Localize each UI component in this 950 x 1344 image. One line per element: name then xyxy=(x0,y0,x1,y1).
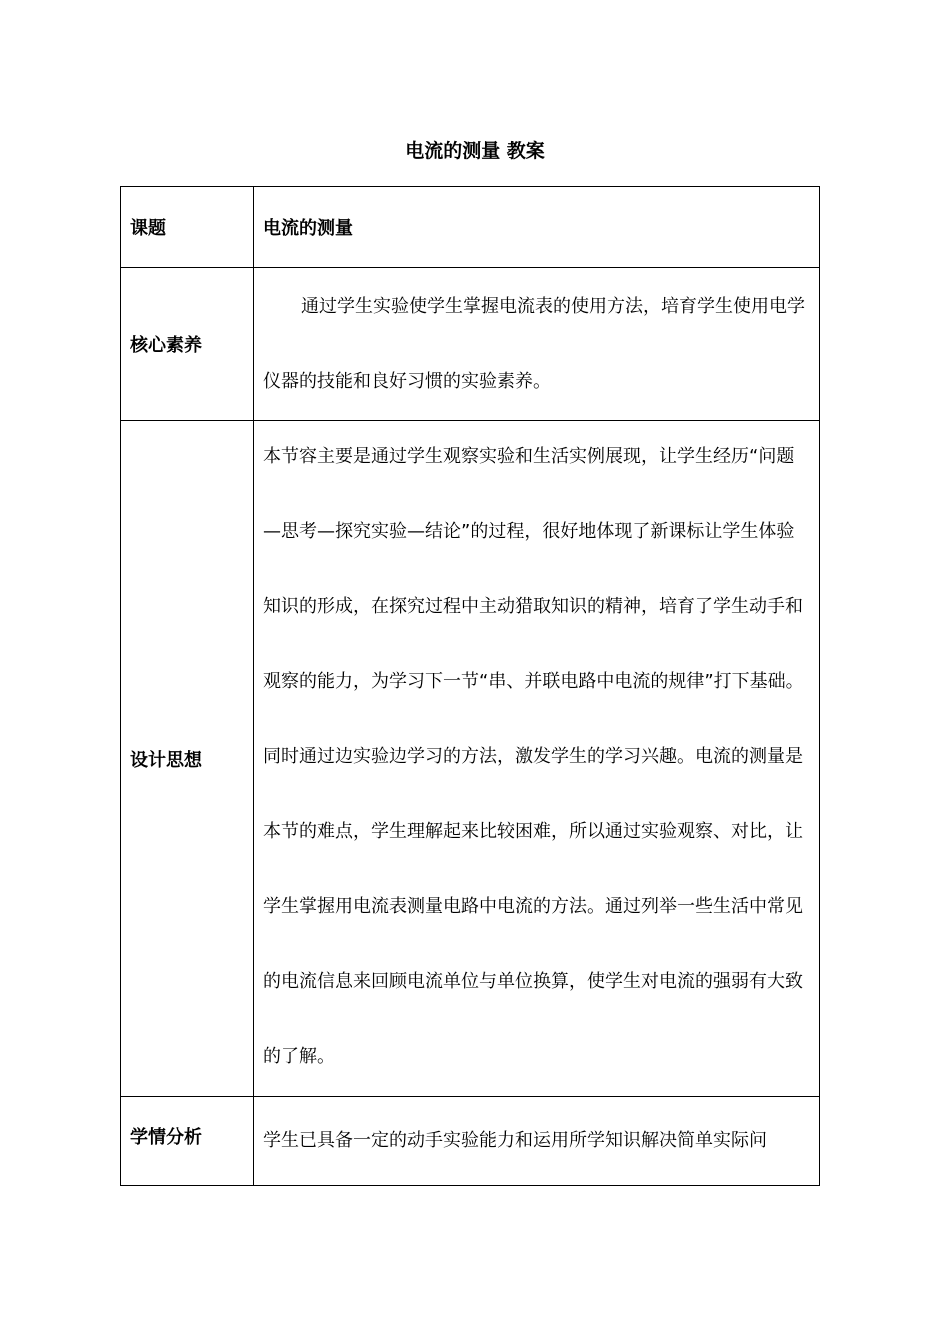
row-content-topic: 电流的测量 xyxy=(254,187,820,268)
lesson-plan-table xyxy=(120,186,820,1186)
learner-analysis-label-text: 学情分析 xyxy=(130,1127,202,1148)
row-label-topic: 课题 xyxy=(121,187,254,268)
row-content-learner-analysis xyxy=(254,1097,820,1186)
table-row-design-idea xyxy=(121,421,820,1097)
core-literacy-text: 通过学生实验使学生掌握电流表的使用方法，培育学生使用电学仪器的技能和良好习惯的实验素养。 xyxy=(263,296,805,392)
row-content-design-idea xyxy=(254,421,820,1097)
table-row-core-literacy xyxy=(121,268,820,421)
row-label-learner-analysis xyxy=(121,1097,254,1186)
table-row-learner-analysis xyxy=(121,1097,820,1186)
row-label-core-literacy: 核心素养 xyxy=(121,268,254,421)
design-idea-text: 本节容主要是通过学生观察实验和生活实例展现，让学生经历“问题—思考—探究实验—结论”的过程，很好地体现了新课标让学生体验知识的形成，在探究过程中主动猎取知识的精神，培育了学生动手和观察的能力，为学习下一节“串、并联电路中电流的规律”打下基础。同时通过边实验边学习的方法，激发学生的学习兴趣。电流的测量是本节的难点，学生理解起来比较困难，所以通过实验观察、对比，让学生掌握用电流表测量电路中电流的方法。通过列举一些生活中常见的电流信息来回顾电流单位与单位换算，使学生对电流的强弱有大致的了解。 xyxy=(263,446,804,1067)
row-label-design-idea: 设计思想 xyxy=(121,421,254,1097)
table-row-topic xyxy=(121,187,820,268)
document-title: 电流的测量 教案 xyxy=(405,140,545,162)
learner-analysis-text: 学生已具备一定的动手实验能力和运用所学知识解决简单实际问 xyxy=(263,1130,767,1151)
row-content-core-literacy xyxy=(254,268,820,421)
